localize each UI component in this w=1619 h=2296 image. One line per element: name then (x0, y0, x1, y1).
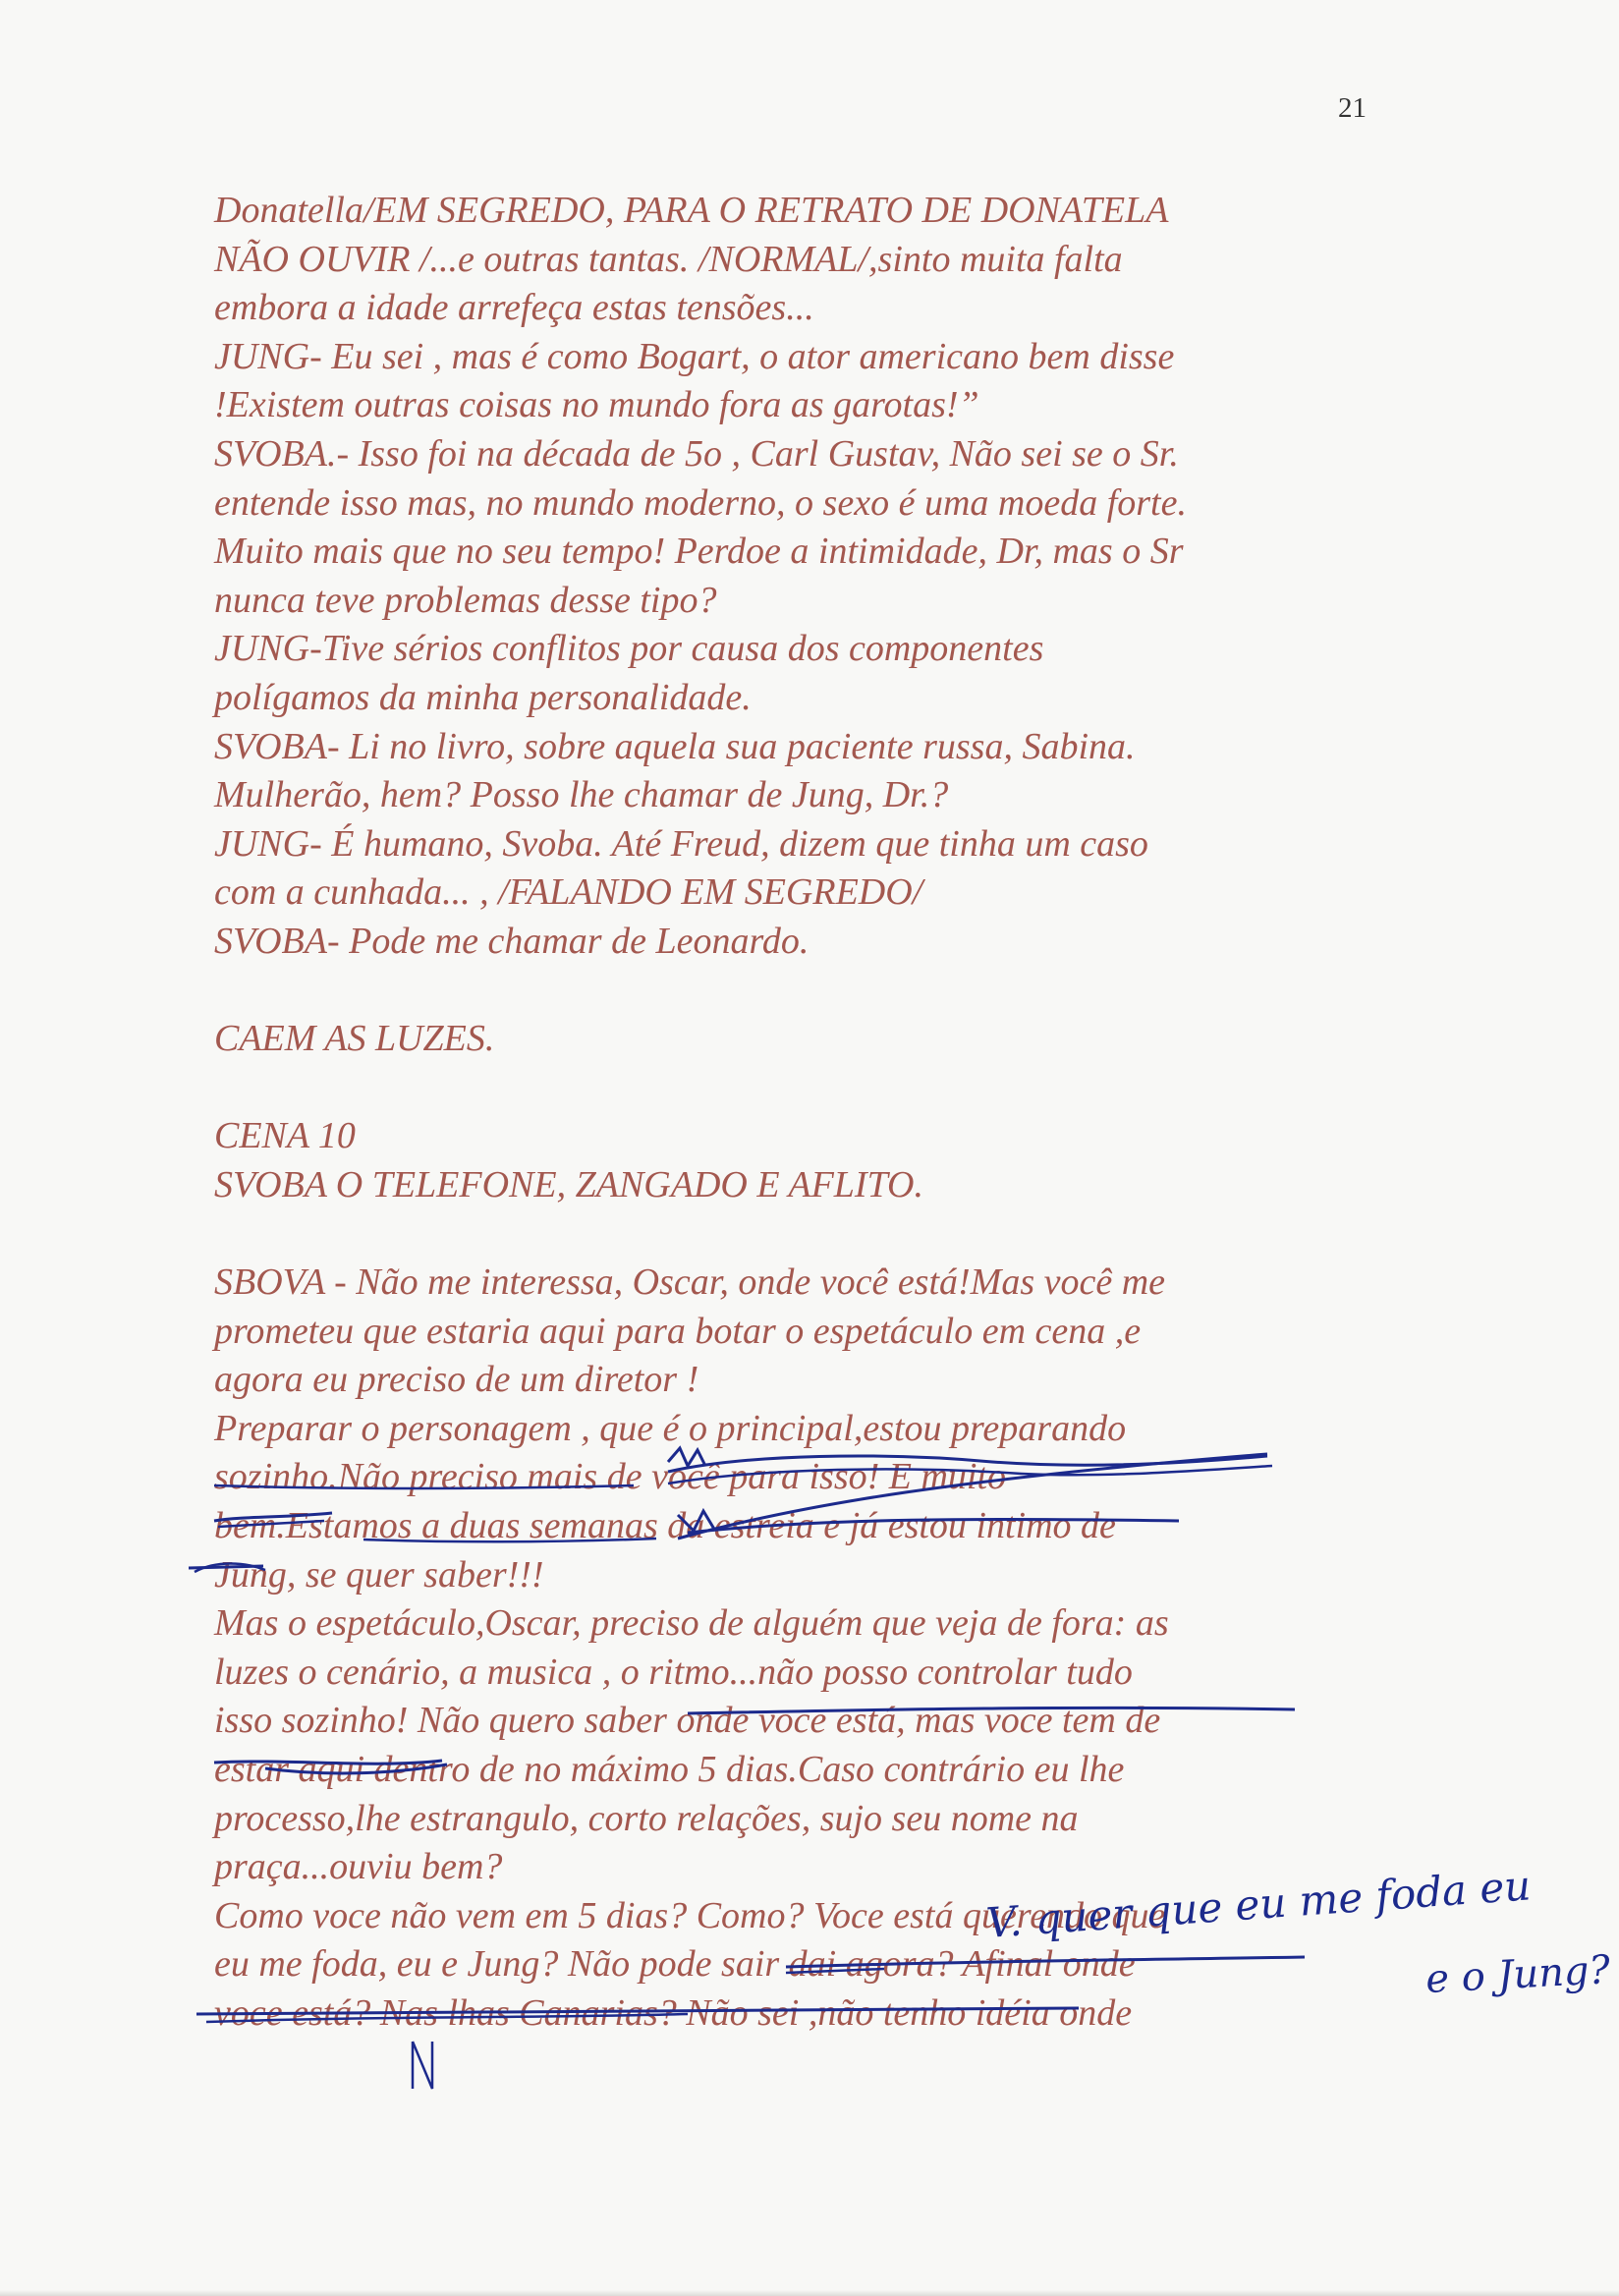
page-bottom-edge (0, 2290, 1619, 2296)
blank-line (214, 1209, 1472, 1259)
script-line: !Existem outras coisas no mundo fora as garotas!” (214, 384, 979, 426)
script-line: eu me foda, eu e Jung? Não pode sair dai agora? Afinal onde (214, 1943, 1136, 1986)
script-line: Preparar o personagem , que é o principal,estou preparando (214, 1407, 1127, 1449)
script-line: SVOBA O TELEFONE, ZANGADO E AFLITO. (214, 1163, 923, 1205)
script-line: com a cunhada... , /FALANDO EM SEGREDO/ (214, 871, 923, 914)
handwritten-note-line1: V. quer que eu me foda eu (984, 1861, 1533, 1947)
script-line: prometeu que estaria aqui para botar o espetáculo em cena ,e (214, 1310, 1142, 1352)
script-line: polígamos da minha personalidade. (214, 676, 752, 718)
script-line: SVOBA- Pode me chamar de Leonardo. (214, 920, 810, 962)
script-line: CENA 10 (214, 1115, 356, 1157)
script-line: praça...ouviu bem? (214, 1846, 503, 1888)
script-line: embora a idade arrefeça estas tensões... (214, 287, 814, 329)
script-line: NÃO OUVIR /...e outras tantas. /NORMAL/,sinto muita falta (214, 238, 1123, 280)
script-line: Mas o espetáculo,Oscar, preciso de alguém que veja de fora: as (214, 1602, 1169, 1645)
blank-line (214, 1064, 1472, 1113)
script-line: bem.Estamos a duas semanas da estreia e já estou intimo de (214, 1505, 1116, 1547)
script-line: nunca teve problemas desse tipo? (214, 579, 717, 621)
script-line: Como voce não vem em 5 dias? Como? Voce está querendo que (214, 1894, 1166, 1936)
script-line: estar aqui dentro de no máximo 5 dias.Caso contrário eu lhe (214, 1749, 1125, 1790)
script-line: Muito mais que no seu tempo! Perdoe a intimidade, Dr, mas o Sr (214, 531, 1184, 573)
blank-line (214, 967, 1472, 1016)
handwritten-note-line2: e o Jung? (1424, 1947, 1612, 2002)
script-line: SVOBA- Li no livro, sobre aquela sua paciente russa, Sabina. (214, 725, 1136, 767)
script-line: voce está? Nas lhas Canarias? Não sei ,não tenho idéia onde (214, 1991, 1133, 2034)
script-line: entende isso mas, no mundo moderno, o sexo é uma moeda forte. (214, 481, 1187, 524)
script-line: isso sozinho! Não quero saber onde voce está, mas voce tem de (214, 1700, 1161, 1742)
script-line: Mulherão, hem? Posso lhe chamar de Jung, Dr.? (214, 774, 949, 816)
script-line: JUNG-Tive sérios conflitos por causa dos componentes (214, 628, 1044, 670)
correction-N (413, 2042, 432, 2089)
script-line: JUNG- Eu sei , mas é como Bogart, o ator americano bem disse (214, 335, 1175, 377)
script-line: SBOVA - Não me interessa, Oscar, onde você está!Mas você me (214, 1261, 1166, 1304)
script-line: sozinho.Não preciso mais de você para isso! E muito (214, 1456, 1007, 1498)
script-line: SVOBA.- Isso foi na década de 5o , Carl Gustav, Não sei se o Sr. (214, 432, 1179, 475)
script-line: CAEM AS LUZES. (214, 1018, 495, 1060)
script-text (214, 187, 1472, 2039)
script-line: processo,lhe estrangulo, corto relações, sujo seu nome na (214, 1797, 1079, 1839)
script-line: luzes o cenário, a musica , o ritmo...não posso controlar tudo (214, 1651, 1133, 1693)
page-number: 21 (1338, 92, 1367, 124)
script-line: JUNG- É humano, Svoba. Até Freud, dizem que tinha um caso (214, 822, 1148, 865)
script-line: Jung, se quer saber!!! (214, 1553, 544, 1596)
script-line: Donatella/EM SEGREDO, PARA O RETRATO DE DONATELA (214, 190, 1169, 231)
script-line: agora eu preciso de um diretor ! (214, 1359, 699, 1401)
